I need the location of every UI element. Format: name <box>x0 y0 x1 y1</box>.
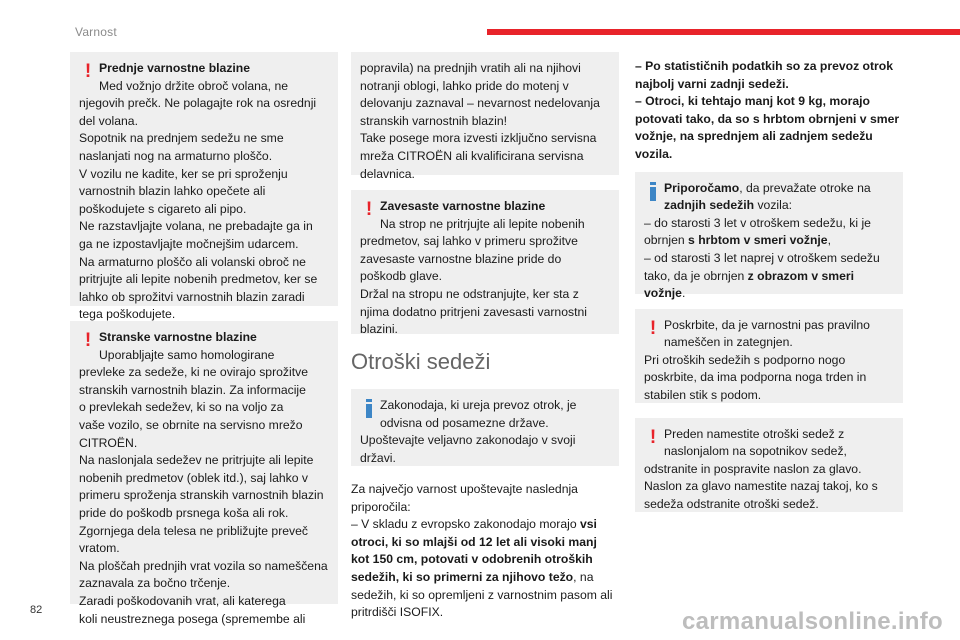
section-header: Varnost <box>75 25 117 39</box>
box-line: njima dodatno pritrjeni zavesasti varnostni <box>360 304 587 319</box>
box-line: CITROËN. <box>79 435 138 450</box>
box-line: Upoštevajte veljavno zakonodajo v svoji <box>360 433 576 448</box>
box-line: zavesaste varnostne blazine pride do <box>360 251 562 266</box>
box-line: varnostnih blazin lahko opečete ali <box>79 184 266 199</box>
box-line: delavnica. <box>360 166 415 181</box>
box-line: Na strop ne pritrjujte ali lepite nobenih <box>380 216 585 231</box>
warning-box-front-airbags <box>70 52 338 322</box>
box-line: mreža CITROËN ali kvalificirana servisna <box>360 148 584 163</box>
page-number: 82 <box>30 604 43 616</box>
box-line: poskrbite, da ima podporna noga trden in <box>644 370 867 385</box>
exclamation-icon: ! <box>84 330 92 351</box>
box-line: popravila) na prednjih vratih ali na njihovi <box>360 61 581 75</box>
box-line: prevleke za sedeže, ki ne ovirajo sprožitve <box>79 365 308 380</box>
text-line: potovati tako, da so s hrbtom obrnjeni v smer <box>635 111 900 126</box>
box-line: Držal na stropu ne odstranjujte, ker sta z <box>360 286 579 301</box>
box-line: stranskih varnostnih blazin. Za informacije <box>79 382 306 397</box>
box-line: vaše vozilo, se obrnite na servisno mrežo <box>79 417 303 432</box>
box-line: obrnjen s hrbtom v smeri vožnje, <box>644 233 831 248</box>
watermark: carmanualsonline.info <box>682 608 944 635</box>
box-line: Zgornjega dela telesa ne približujte preveč <box>79 523 308 538</box>
box-line: Med vožnjo držite obroč volana, ne <box>99 78 289 93</box>
exclamation-icon: ! <box>649 317 657 339</box>
box-line: stranskih varnostnih blazin! <box>360 113 507 128</box>
box-line: Na armaturno ploščo ali volanski obroč ne <box>79 254 306 269</box>
box-line: nameščen in zategnjen. <box>664 335 793 350</box>
box-line: ga ne izpostavljajte močnejšim udarcem. <box>79 236 299 251</box>
box-line: o prevlekah sedežev, ki so na voljo za <box>79 400 284 415</box>
text-line: – V skladu z evropsko zakonodajo morajo vsi <box>351 517 597 532</box>
box-title: Zavesaste varnostne blazine <box>380 199 546 213</box>
info-icon <box>650 182 660 201</box>
box-line: vožnje. <box>644 286 686 301</box>
box-line: blazini. <box>360 322 398 337</box>
text-line: – Otroci, ki tehtajo manj kot 9 kg, morajo <box>635 94 871 109</box>
box-line: del volana. <box>79 113 138 128</box>
exclamation-icon: ! <box>365 199 373 220</box>
box-line: nobenih predmetov (oblek itd.), saj lahko v <box>79 470 308 485</box>
exclamation-icon: ! <box>649 426 657 448</box>
box-line: zadnjih sedežih vozila: <box>664 198 793 213</box>
box-line: poškodujete s cigareto ali pipo. <box>79 201 247 216</box>
recommendations-paragraph <box>351 481 619 622</box>
column-2 <box>351 52 619 622</box>
box-line: zaznavala za bočno trčenje. <box>79 576 231 591</box>
box-line: tako, da je obrnjen z obrazom v smeri <box>644 268 855 283</box>
column-3 <box>635 52 903 527</box>
box-line: Priporočamo, da prevažate otroke na <box>664 180 871 195</box>
box-line: državi. <box>360 450 396 465</box>
box-line: Na ploščah prednjih vrat vozila so nameščena <box>79 558 328 573</box>
exclamation-icon: ! <box>84 61 92 82</box>
box-line: primeru sproženja stranskih varnostnih blazin <box>79 488 324 503</box>
text-line: – Po statističnih podatkih so za prevoz otrok <box>635 59 894 73</box>
text-line: Za največjo varnost upoštevajte naslednja <box>351 482 578 496</box>
info-box-recommendation <box>635 172 903 301</box>
info-box-legislation <box>351 389 619 466</box>
box-line: poškodb glave. <box>360 269 442 284</box>
text-line: priporočila: <box>351 499 411 514</box>
box-line: pritrjujte ali lepite nobenih predmetov, ker se <box>79 272 318 287</box>
box-line: V vozilu ne kadite, ker se pri sproženju <box>79 166 288 181</box>
text-line: vozila. <box>635 146 673 161</box>
box-line: sedeža odstranite otroški sedež. <box>644 496 819 511</box>
text-line: pritrdišči ISOFIX. <box>351 605 444 620</box>
section-title: Otroški sedeži <box>351 349 491 374</box>
box-line: – od starosti 3 let naprej v otroškem sedežu <box>644 250 880 265</box>
box-line: Zakonodaja, ki ureja prevoz otrok, je <box>380 398 577 412</box>
box-line: notranji oblogi, lahko pride do motenj v <box>360 78 569 93</box>
column-1 <box>70 52 338 626</box>
box-line: stabilen stik s podom. <box>644 387 762 402</box>
warning-box-continued <box>351 52 619 181</box>
warning-box-side-airbags <box>70 321 338 626</box>
box-line: vratom. <box>79 541 120 556</box>
box-title: Prednje varnostne blazine <box>99 61 251 75</box>
box-line: odvisna od posamezne države. <box>380 415 549 430</box>
box-line: delovanju zaznaval – nevarnost nedelovanja <box>360 96 600 111</box>
box-line: naslanjati nog na armaturno ploščo. <box>79 148 273 163</box>
box-line: koli neustreznega posega (spremembe ali <box>79 611 306 626</box>
box-line: Poskrbite, da je varnostni pas pravilno <box>664 317 870 332</box>
text-line: kot 150 cm, potovati v odobrenih otroških <box>351 552 593 567</box>
box-line: njegovih prečk. Ne polagajte rok na osrednji <box>79 96 317 111</box>
text-line: sedežih, ki so primerni za njihovo težo, na <box>351 569 594 584</box>
text-line: sedežih, ki so opremljeni z varnostnim pasom ali <box>351 587 613 602</box>
text-line: vožnje, na sprednjem ali zadnjem sedežu <box>635 129 873 144</box>
box-line: Take posege mora izvesti izključno servisna <box>360 131 597 146</box>
box-line: Pri otroških sedežih s podporno nogo <box>644 352 846 367</box>
box-line: Na naslonjala sedežev ne pritrjujte ali lepite <box>79 453 314 468</box>
box-line: Uporabljajte samo homologirane <box>99 347 275 362</box>
box-line: Ne razstavljajte volana, ne prebadajte ga in <box>79 219 313 234</box>
statistics-bullets <box>635 58 903 164</box>
warning-box-headrest <box>635 418 903 512</box>
box-line: Preden namestite otroški sedež z <box>664 426 845 441</box>
box-line: lahko ob sprožitvi varnostnih blazin zaradi <box>79 289 305 304</box>
text-line: otroci, ki so mlajši od 12 let ali visoki manj <box>351 534 597 549</box>
box-line: naslonjalom na sopotnikov sedež, <box>664 444 847 459</box>
box-line: – do starosti 3 let v otroškem sedežu, ki je <box>644 215 871 230</box>
box-line: odstranite in pospravite naslon za glavo. <box>644 461 862 476</box>
warning-box-seatbelt <box>635 309 903 403</box>
info-icon <box>366 399 376 418</box>
header-accent-bar <box>487 29 960 35</box>
box-line: Naslon za glavo namestite nazaj takoj, ko s <box>644 479 878 494</box>
box-line: Zaradi poškodovanih vrat, ali katerega <box>79 593 286 608</box>
box-title: Stranske varnostne blazine <box>99 330 257 344</box>
box-line: pride do poškodb prsnega koša ali rok. <box>79 505 289 520</box>
box-line: Sopotnik na prednjem sedežu ne sme <box>79 131 284 146</box>
box-line: tega poškodujete. <box>79 307 176 322</box>
warning-box-curtain-airbags <box>351 190 619 337</box>
box-line: predmetov, saj lahko v primeru sprožitve <box>360 234 578 249</box>
text-line: najbolj varni zadnji sedeži. <box>635 76 789 91</box>
